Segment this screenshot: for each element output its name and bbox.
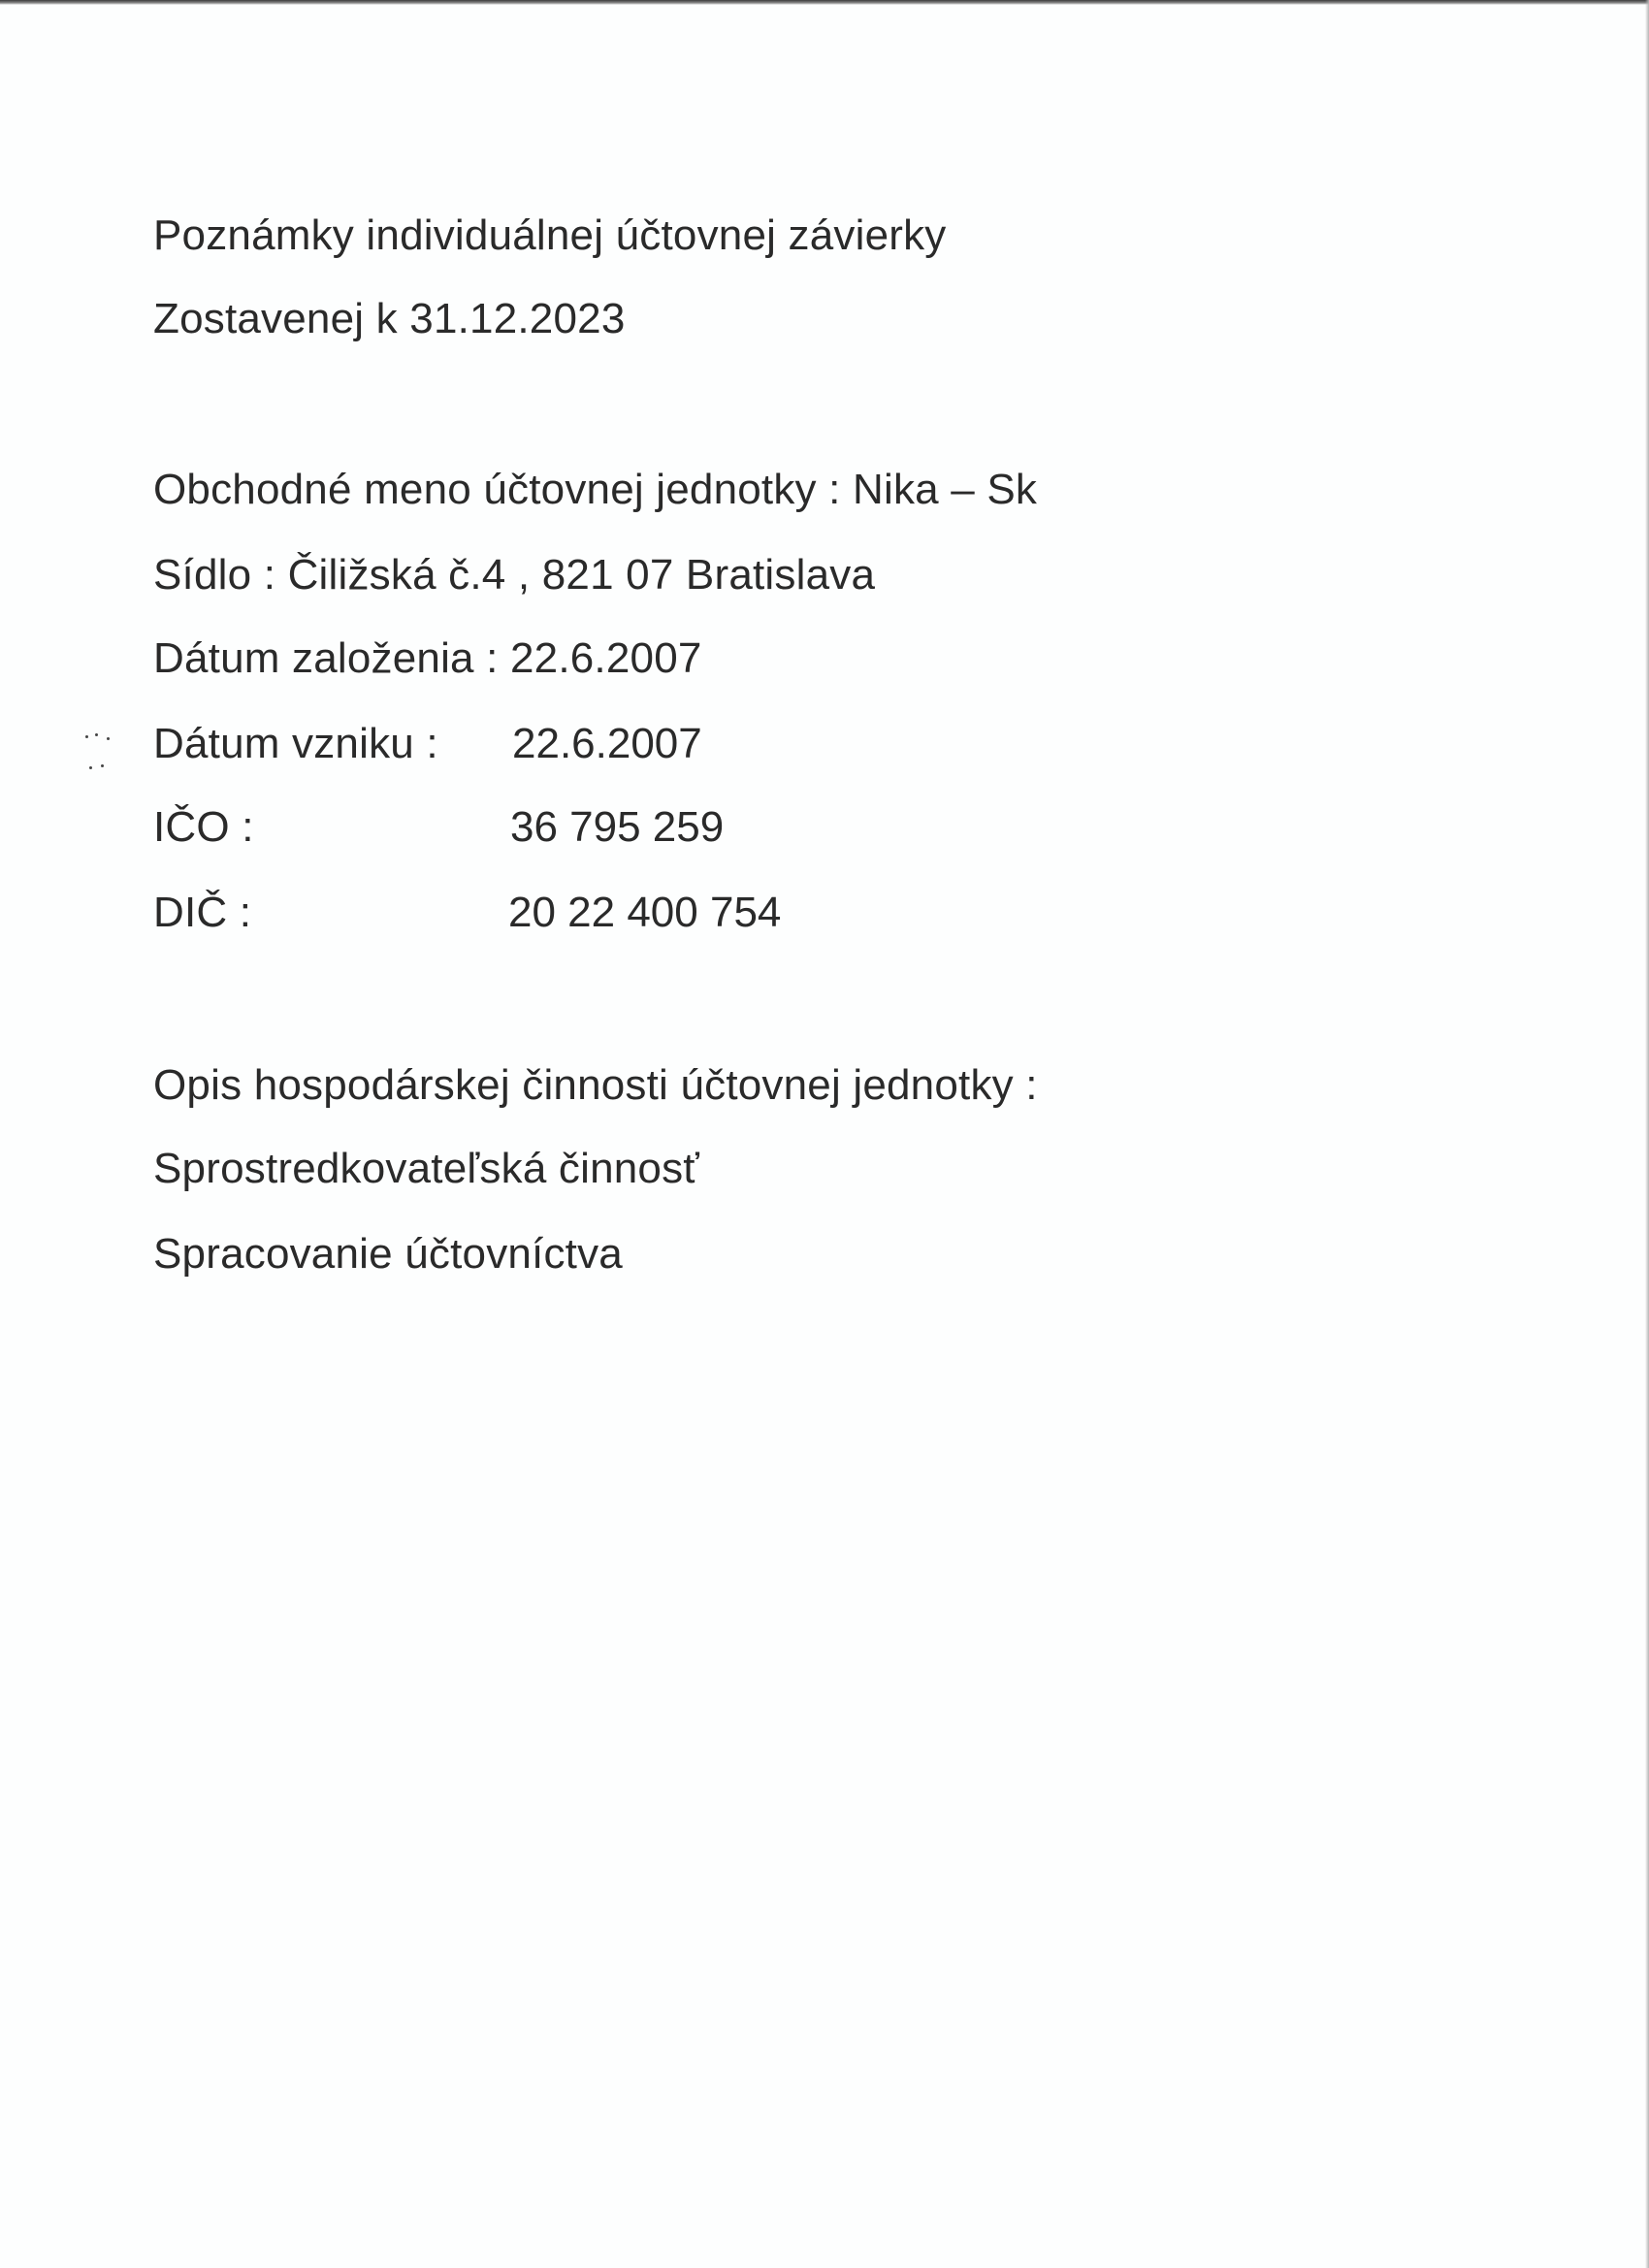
document-subtitle-date: Zostavenej k 31.12.2023 [153, 295, 626, 342]
activity-heading: Opis hospodárskej činnosti účtovnej jednotky : [153, 1061, 1038, 1109]
scan-speck [85, 735, 88, 738]
company-name-line: Obchodné meno účtovnej jednotky : Nika – Sk [153, 466, 1038, 513]
activity-item: Spracovanie účtovníctva [153, 1230, 623, 1278]
scan-right-edge [1645, 0, 1649, 2268]
origin-date-value: 22.6.2007 [512, 720, 702, 767]
document-title: Poznámky individuálnej účtovnej závierky [153, 211, 947, 259]
scan-speck [95, 733, 98, 736]
ico-label: IČO : [153, 803, 254, 851]
dic-value: 20 22 400 754 [508, 889, 782, 936]
dic-label: DIČ : [153, 889, 252, 936]
ico-value: 36 795 259 [510, 803, 725, 851]
origin-date-label: Dátum vzniku : [153, 720, 438, 767]
seat-line: Sídlo : Čiližská č.4 , 821 07 Bratislava [153, 551, 876, 599]
scan-top-edge [0, 0, 1649, 5]
founding-date-line: Dátum založenia : 22.6.2007 [153, 634, 702, 682]
scan-speck [101, 764, 104, 767]
scan-speck [89, 766, 92, 769]
scan-speck [107, 737, 110, 740]
activity-item: Sprostredkovateľská činnosť [153, 1145, 700, 1192]
